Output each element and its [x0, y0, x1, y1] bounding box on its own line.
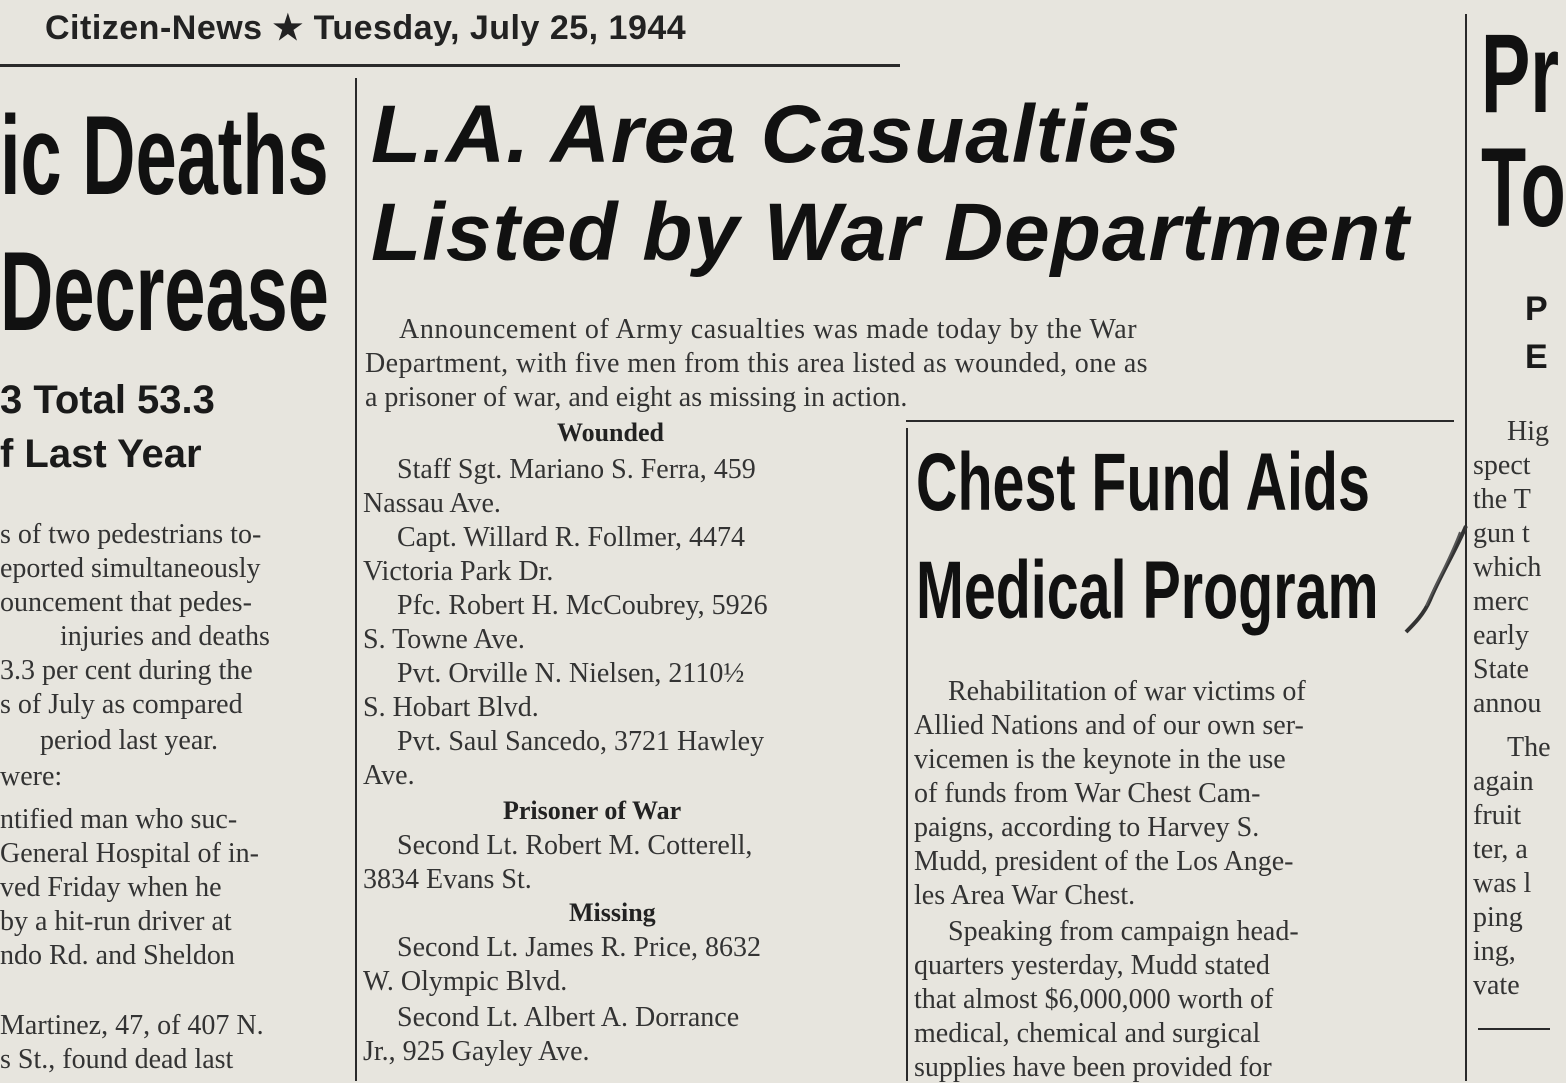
- left-body-line: by a hit-run driver at: [0, 906, 232, 937]
- right-body-line: which: [1473, 552, 1542, 583]
- left-body-line: injuries and deaths: [60, 621, 270, 652]
- star-icon: ★: [272, 9, 304, 47]
- left-body-line: eported simultaneously: [0, 553, 261, 584]
- intro-line: Department, with five men from this area listed as wounded, one as: [365, 348, 1148, 379]
- wounded-line: Victoria Park Dr.: [363, 556, 554, 587]
- wounded-line: Nassau Ave.: [363, 488, 501, 519]
- main-headline-line-1: L.A. Area Casualties: [371, 89, 1181, 180]
- pow-line: Second Lt. Robert M. Cotterell,: [397, 830, 753, 861]
- right-body-line: spect: [1473, 450, 1531, 481]
- wounded-line: Pvt. Saul Sancedo, 3721 Hawley: [397, 726, 765, 757]
- left-body-line: General Hospital of in-: [0, 838, 259, 869]
- wounded-line: S. Towne Ave.: [363, 624, 525, 655]
- wounded-line: Pvt. Orville N. Nielsen, 2110½: [397, 658, 745, 689]
- left-subhead-line-2: f Last Year: [0, 432, 202, 476]
- left-body-line: ved Friday when he: [0, 872, 222, 903]
- chest-headline-line-2: Medical Program: [916, 545, 1379, 636]
- chest-body-line: les Area War Chest.: [914, 880, 1136, 911]
- left-body-line: 3.3 per cent during the: [0, 655, 253, 686]
- right-body-line: the T: [1473, 484, 1531, 515]
- left-body-line: ntified man who suc-: [0, 804, 238, 835]
- wounded-heading: Wounded: [557, 418, 664, 447]
- left-body-line: ouncement that pedes-: [0, 587, 252, 618]
- right-body-line: early: [1473, 620, 1529, 651]
- chest-body-line: that almost $6,000,000 worth of: [914, 984, 1274, 1015]
- chest-body-line: Speaking from campaign head-: [948, 916, 1299, 947]
- right-body-line: vate: [1473, 970, 1520, 1001]
- left-subhead-line-1: 3 Total 53.3: [0, 378, 215, 422]
- chest-body-line: medical, chemical and surgical: [914, 1018, 1261, 1049]
- chest-body-line: Rehabilitation of war victims of: [948, 676, 1306, 707]
- left-headline-line-2: Decrease: [0, 229, 329, 354]
- right-body-line: State: [1473, 654, 1529, 685]
- chest-body-line: Mudd, president of the Los Ange-: [914, 846, 1294, 877]
- right-body-line: The: [1507, 732, 1551, 763]
- chest-body-line: paigns, according to Harvey S.: [914, 812, 1260, 843]
- wounded-line: Pfc. Robert H. McCoubrey, 5926: [397, 590, 768, 621]
- chest-body-line: vicemen is the keynote in the use: [914, 744, 1286, 775]
- wounded-line: Staff Sgt. Mariano S. Ferra, 459: [397, 454, 756, 485]
- paper-name: Citizen-News: [45, 9, 263, 47]
- chest-body-line: quarters yesterday, Mudd stated: [914, 950, 1270, 981]
- chest-body-line: Allied Nations and of our own ser-: [914, 710, 1304, 741]
- pen-mark-icon: [1396, 520, 1472, 636]
- right-article: [1467, 0, 1566, 1081]
- wounded-line: Ave.: [363, 760, 415, 791]
- issue-date: Tuesday, July 25, 1944: [313, 9, 687, 47]
- main-headline-line-2: Listed by War Department: [371, 187, 1410, 278]
- left-body-line: s of July as compared: [0, 689, 243, 720]
- left-body-line: Martinez, 47, of 407 N.: [0, 1010, 264, 1041]
- chest-headline-line-1: Chest Fund Aids: [916, 437, 1370, 528]
- left-body-line: s of two pedestrians to-: [0, 519, 262, 550]
- right-subhead-line-2: E: [1525, 338, 1548, 376]
- wounded-line: S. Hobart Blvd.: [363, 692, 539, 723]
- right-headline-line-1: Pr: [1481, 11, 1560, 136]
- right-body-line: merc: [1473, 586, 1529, 617]
- chest-body-line: of funds from War Chest Cam-: [914, 778, 1261, 809]
- missing-line: W. Olympic Blvd.: [363, 966, 568, 997]
- left-body-line: were:: [0, 761, 63, 792]
- left-article: [0, 0, 355, 1081]
- right-body-line: annou: [1473, 688, 1542, 719]
- right-subhead-line-1: P: [1525, 290, 1548, 328]
- right-body-line: gun t: [1473, 518, 1530, 549]
- right-body-line: Hig: [1507, 416, 1549, 447]
- pow-heading: Prisoner of War: [503, 796, 682, 825]
- right-body-line: again: [1473, 766, 1534, 797]
- right-body-line: fruit: [1473, 800, 1522, 831]
- intro-line: a prisoner of war, and eight as missing in action.: [365, 382, 908, 413]
- right-body-line: ing,: [1473, 936, 1516, 967]
- left-body-line: period last year.: [40, 725, 219, 756]
- left-headline-line-1: ic Deaths: [0, 93, 329, 218]
- missing-heading: Missing: [569, 898, 656, 927]
- right-body-line: was l: [1473, 868, 1532, 899]
- right-headline-line-2: To: [1481, 125, 1566, 250]
- missing-line: Jr., 925 Gayley Ave.: [363, 1036, 590, 1067]
- chest-fund-article: [908, 422, 1464, 1081]
- left-body-line: s St., found dead last: [0, 1044, 234, 1075]
- chest-body-line: supplies have been provided for: [914, 1052, 1272, 1083]
- missing-line: Second Lt. James R. Price, 8632: [397, 932, 761, 963]
- missing-line: Second Lt. Albert A. Dorrance: [397, 1002, 740, 1033]
- left-body-line: ndo Rd. and Sheldon: [0, 940, 235, 971]
- intro-line: Announcement of Army casualties was made today by the War: [399, 314, 1138, 345]
- pow-line: 3834 Evans St.: [363, 864, 532, 895]
- right-body-line: ter, a: [1473, 834, 1528, 865]
- wounded-line: Capt. Willard R. Follmer, 4474: [397, 522, 745, 553]
- right-body-line: ping: [1473, 902, 1523, 933]
